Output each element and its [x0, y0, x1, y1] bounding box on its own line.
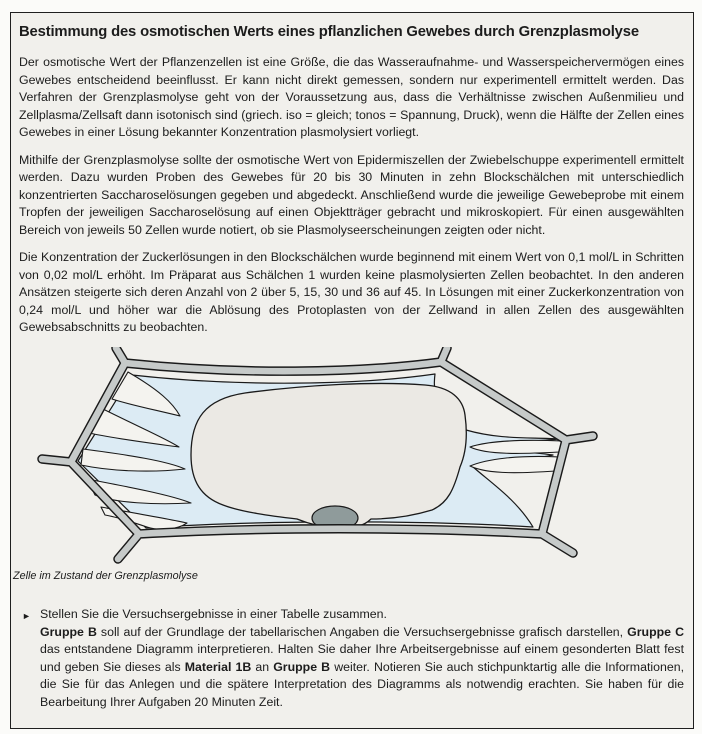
paragraph-results: Die Konzentration der Zuckerlösungen in den Blockschälchen wurde beginnend mit einem Wert von 0,1 mol/L in Schritten von 0,02 mol/L erhöht. Im Präparat aus Schälchen 1 wurden keine plasmolysierten Zellen beobachtet. In den anderen Ansätzen steigerte sich deren Anzahl von 2 über 5, 15, 30 und 36 auf 45. In Lösungen mit einer Zuckerkonzentration von 0,24 mol/L und höher war die Ablösung des Protoplasten von der Zellwand in allen Zellen des ausgewählten Gewebsabschnitts zu beobachten. — [19, 250, 684, 335]
document-page — [10, 12, 694, 729]
plasmolysis-figure — [29, 347, 684, 566]
paragraph-experiment-method: Mithilfe der Grenzplasmolyse sollte der osmotische Wert von Epidermiszellen der Zwiebelschuppe experimentell ermittelt werden. Dazu wurden Proben des Gewebes für 20 bis 30 Minuten in zehn Blockschälchen mit unterschiedlich konzentrierten Saccharoselösungen gegeben und abgedeckt. Anschließend wurde die jeweilige Gewebeprobe mit einem Tropfen der jeweiligen Saccharoselösung auf einen Objektträger gebracht und mikroskopiert. Für einen ausgewählten Bereich von jeweils 50 Zellen wurde notiert, ob sie Plasmolyseerscheinungen zeigten oder nicht. — [19, 152, 684, 237]
task-text: Stellen Sie die Versuchsergebnisse in einer Tabelle zusammen. Gruppe B soll auf der Grundlage der tabellarischen Angaben die Versuchsergebnisse grafisch darstellen, Gruppe C das entstandene Diagramm interpretieren. Halten Sie daher Ihre Arbeitsergebnisse auf einem gesonderten Blatt fest und geben Sie dieses als Material 1B an Gruppe B weiter. Notieren Sie auch stichpunktartig alle die Informationen, die Sie für das Anlegen und die spätere Interpretation des Diagramms als notwendig erachten. Sie haben für die Bearbeitung Ihrer Aufgaben 20 Minuten Zeit. — [40, 607, 685, 709]
figure-caption: Zelle im Zustand der Grenzplasmolyse — [13, 569, 198, 582]
task-bullet-arrow-icon: ► — [22, 610, 31, 621]
plasmolysis-cell-diagram — [29, 347, 649, 566]
task-instructions — [19, 606, 684, 711]
paragraph-osmotic-value: Der osmotische Wert der Pflanzenzellen ist eine Größe, die das Wasseraufnahme- und Wasserspeichervermögen eines Gewebes entscheidend beeinflusst. Er kann nicht direkt gemessen, sondern nur experimentell ermittelt werden. Das Verfahren der Grenzplasmolyse geht von der Voraussetzung aus, dass die Verhältnisse zwischen Außenmilieu und Zellplasma/Zellsaft dann isotonisch sind (griech. iso = gleich; tonos = Spannung, Druck), wenn die Hälfte der Zellen eines Gewebes in einer Lösung bekannter Konzentration plasmolysiert vorliegt. — [19, 55, 684, 140]
page-title: Bestimmung des osmotischen Werts eines pflanzlichen Gewebes durch Grenzplasmolyse — [19, 24, 639, 40]
